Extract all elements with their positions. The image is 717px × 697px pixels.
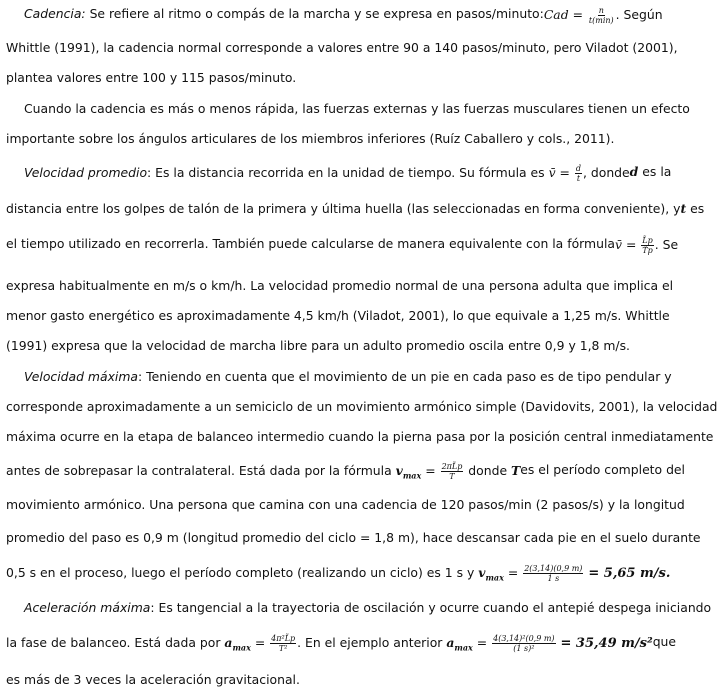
velprom-line-3b: . Se — [654, 237, 679, 252]
velmax-calc-lhs — [478, 565, 504, 583]
acel-line-2a: la fase de balanceo. Está dada por — [6, 635, 221, 650]
velprom-fraction2 — [641, 236, 653, 255]
cadencia-fraction — [588, 6, 615, 25]
velprom-line-3a: el tiempo utilizado en recorrerla. También puede calcularse de manera equivalente con la fórmula — [6, 236, 615, 251]
velmax-calc-den: 1 s — [547, 574, 560, 583]
velmax-line-6: promedio del paso es 0,9 m (longitud promedio del ciclo = 1,8 m), hace descansar cada pie en el suelo durante — [6, 530, 701, 545]
acel-line-1-text: : Es tangencial a la trayectoria de oscilación y ocurre cuando el antepié despega iniciando — [150, 600, 712, 615]
velprom-var-t: t — [680, 201, 687, 216]
acel-calc-fraction — [492, 634, 555, 653]
velmax-fraction-den: T — [449, 472, 455, 481]
velprom-line-6: (1991) expresa que la velocidad de marcha libre para un adulto promedio oscila entre 0,9 y 1,8 m/s. — [6, 338, 630, 353]
velmax-calc-num: 2(3,14)(0,9 m) — [524, 564, 583, 573]
velprom-line-2a: distancia entre los golpes de talón de la primera y última huella (las seleccionadas en forma conveniente), y — [6, 201, 681, 216]
velmax-calc-fraction — [523, 564, 583, 583]
velmax-line-4c: es el período completo del — [520, 462, 685, 477]
velprom-fraction-num: d — [575, 164, 581, 173]
acel-line-1 — [24, 600, 712, 616]
acel-calc-den: (1 s)² — [513, 644, 535, 653]
velmax-line-2: corresponde aproximadamente a un semiciclo de un movimiento armónico simple (Davidovits, 2001), la velocidad — [6, 399, 717, 414]
acel-calc-equals: = — [476, 635, 488, 650]
acel-calc-num: 4(3,14)²(0,9 m) — [493, 634, 555, 643]
acel-formula-sub: max — [232, 642, 251, 653]
velprom-formula-lhs: v̄ = — [548, 165, 570, 180]
cadencia-formula-lhs: Cad = — [543, 7, 583, 22]
acel-fraction — [270, 634, 296, 653]
velprom-line-3 — [6, 236, 679, 255]
velmax-calc-result: = 5,65 m/s. — [588, 566, 671, 581]
velprom-fraction2-num: L̃p — [642, 236, 653, 245]
acel-line-2c: que — [652, 634, 677, 649]
velmax-var-T: T — [511, 463, 521, 478]
velmax-equals: = — [425, 463, 436, 478]
velmax-fraction-num: 2πL̃p — [441, 462, 463, 471]
velprom-var-d: d — [629, 164, 639, 179]
velmax-calc-equals: = — [507, 565, 519, 580]
term-cadencia: Cadencia: — [24, 6, 86, 21]
acel-formula-lhs — [224, 635, 251, 653]
cadencia-text: Se refiere al ritmo o compás de la marcha y se expresa en pasos/minuto: — [89, 6, 544, 21]
cadencia-fraction-den: t(min) — [588, 16, 614, 25]
acel-line-2b: . En el ejemplo anterior — [297, 635, 443, 650]
velmax-formula-sub: max — [402, 470, 422, 481]
velprom-text-end: es la — [642, 164, 672, 179]
cadencia-text-end: . Según — [615, 7, 663, 22]
velmax-calc-sub: max — [485, 572, 504, 583]
cadencia-line-2: Whittle (1991), la cadencia normal corresponde a valores entre 90 a 140 pasos/minuto, pero Viladot (2001), — [6, 40, 678, 55]
cadencia-line-3: plantea valores entre 100 y 115 pasos/minuto. — [6, 70, 297, 85]
efecto-line-1: Cuando la cadencia es más o menos rápida, las fuerzas externas y las fuerzas musculares tienen un efecto — [24, 101, 690, 116]
acel-fraction-den: T² — [278, 644, 288, 653]
term-aceleracion-maxima: Aceleración máxima — [24, 600, 151, 615]
cadencia-line-1 — [24, 6, 663, 25]
velmax-fraction — [441, 462, 464, 481]
velmax-formula-lhs — [395, 463, 422, 481]
velmax-formula-v: v — [395, 463, 403, 478]
acel-calc-sub: max — [454, 642, 473, 653]
velprom-line-4: expresa habitualmente en m/s o km/h. La velocidad promedio normal de una persona adulta que implica el — [6, 278, 674, 293]
acel-fraction-num: 4π²L̃p — [271, 634, 296, 643]
velprom-text: : Es la distancia recorrida en la unidad de tiempo. Su fórmula es — [147, 165, 545, 180]
velmax-line-1-text: : Teniendo en cuenta que el movimiento de un pie en cada paso es de tipo pendular y — [138, 369, 672, 384]
velprom-fraction2-den: T̃p — [642, 246, 653, 255]
velmax-calc-v: v — [478, 565, 486, 580]
velmax-line-4b: donde — [468, 463, 508, 478]
acel-line-2 — [6, 634, 677, 655]
acel-calc-result: = 35,49 m/s² — [560, 636, 653, 651]
velprom-formula2-lhs: v̄ = — [615, 237, 637, 252]
term-velocidad-promedio: Velocidad promedio — [24, 165, 148, 180]
velmax-line-7 — [6, 564, 671, 585]
acel-formula-a: a — [224, 635, 233, 650]
velmax-line-3: máxima ocurre en la etapa de balanceo intermedio cuando la pierna pasa por la posición central inmediatamente — [6, 429, 714, 444]
acel-calc-lhs — [446, 635, 473, 653]
velprom-line-2b: es — [690, 201, 705, 216]
cadencia-fraction-num: n — [598, 6, 604, 15]
acel-equals: = — [254, 635, 266, 650]
velprom-fraction — [575, 164, 582, 183]
velprom-fraction-den: t — [576, 174, 581, 183]
velmax-line-1 — [24, 369, 672, 385]
velmax-line-5: movimiento armónico. Una persona que camina con una cadencia de 120 pasos/min (2 pasos/s) y la longitud — [6, 497, 685, 512]
velprom-line-1 — [24, 164, 672, 183]
velprom-line-2 — [6, 201, 705, 217]
acel-calc-a: a — [446, 635, 455, 650]
velmax-line-4 — [6, 462, 685, 483]
term-velocidad-maxima: Velocidad máxima — [24, 369, 139, 384]
velmax-line-7a: 0,5 s en el proceso, luego el período completo (realizando un ciclo) es 1 s y — [6, 565, 475, 580]
velprom-line-5: menor gasto energético es aproximadamente 4,5 km/h (Viladot, 2001), lo que equivale a 1,25 m/s. Whittle — [6, 308, 670, 323]
efecto-line-2: importante sobre los ángulos articulares de los miembros inferiores (Ruíz Caballero y cols., 2011). — [6, 131, 615, 146]
velmax-line-4a: antes de sobrepasar la contralateral. Está dada por la fórmula — [6, 463, 392, 478]
velprom-text-mid: , donde — [583, 165, 630, 180]
acel-line-3: es más de 3 veces la aceleración gravitacional. — [6, 672, 300, 687]
